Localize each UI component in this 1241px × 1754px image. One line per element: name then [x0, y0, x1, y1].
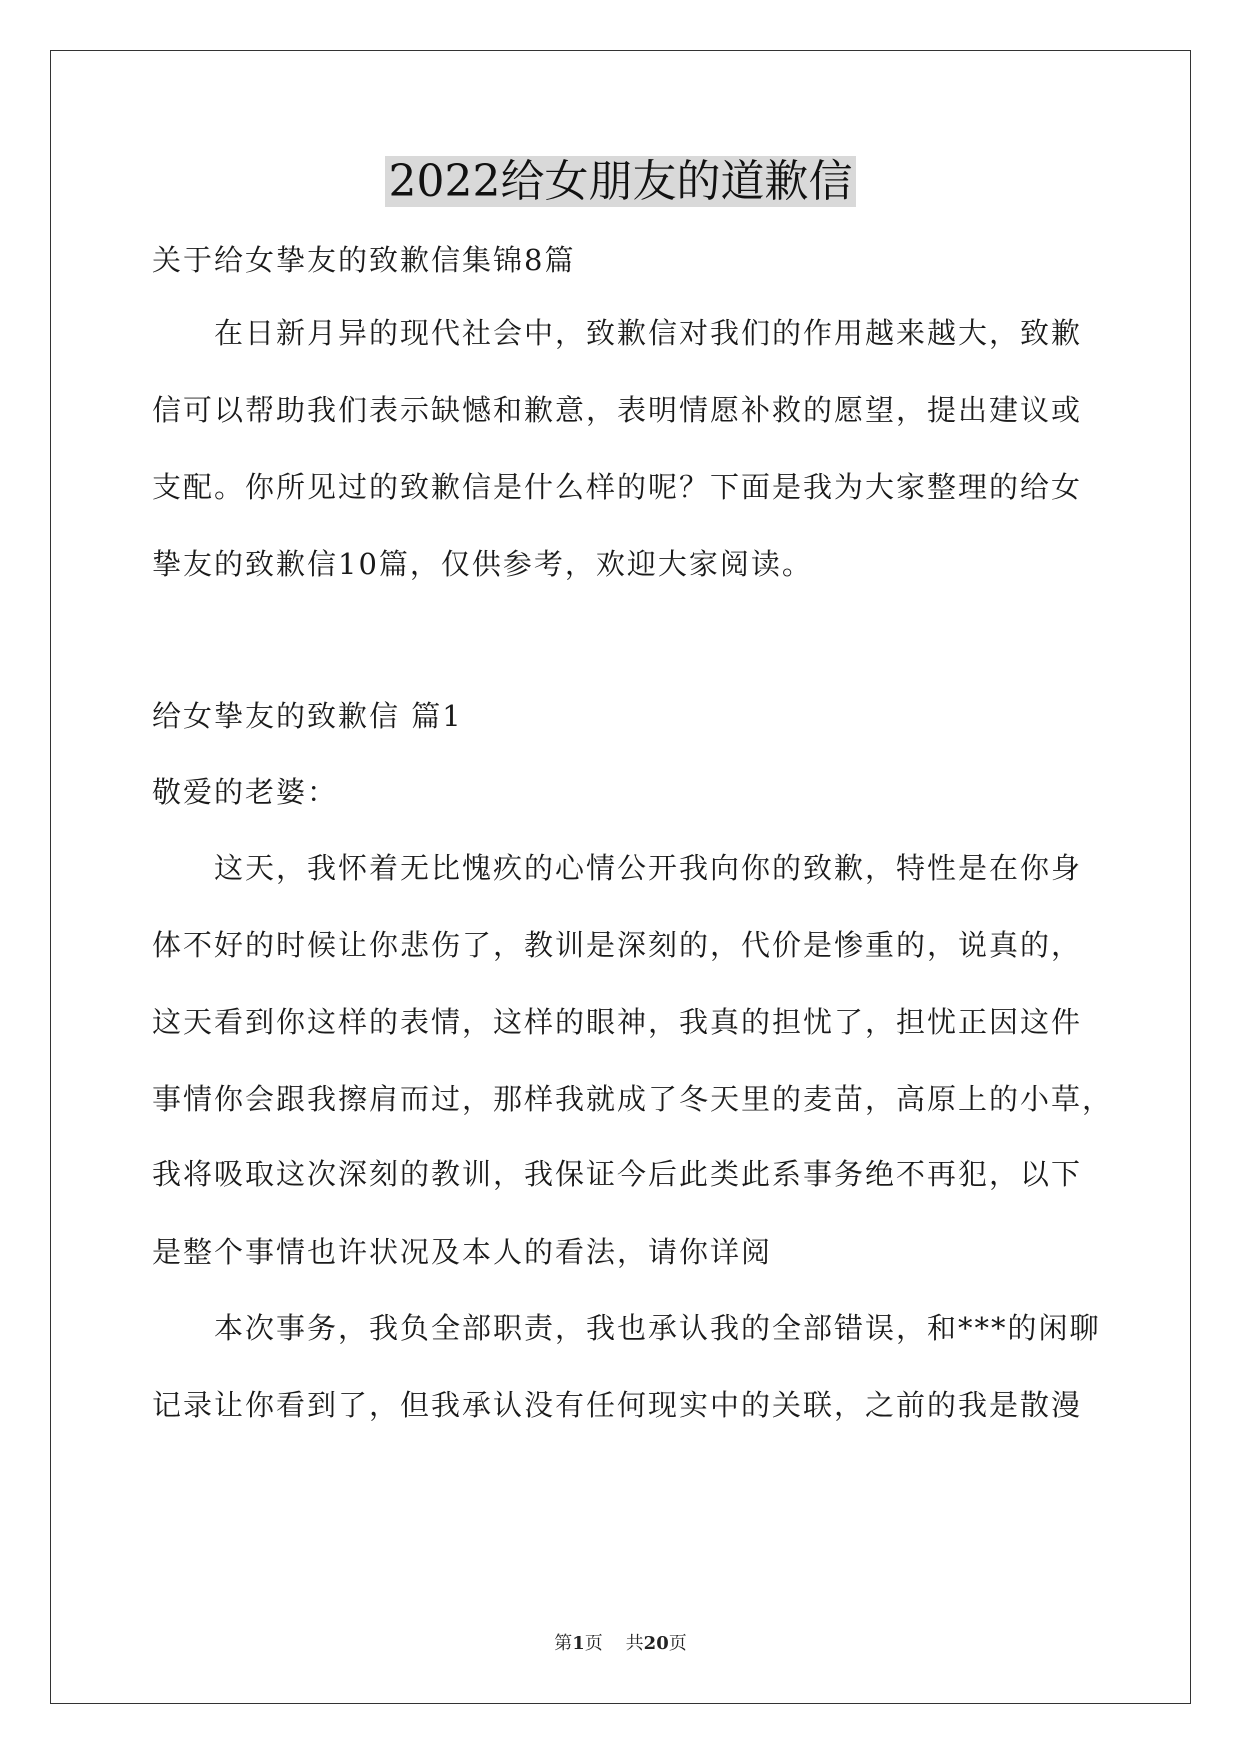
body-line: 信可以帮助我们表示缺憾和歉意，表明情愿补救的愿望，提出建议或: [152, 393, 1083, 427]
body-line: 是整个事情也许状况及本人的看法，请你详阅: [152, 1235, 773, 1269]
body-line: 这天看到你这样的表情，这样的眼神，我真的担忧了，担忧正因这件: [152, 1005, 1083, 1039]
body-line: 支配。你所见过的致歉信是什么样的呢？下面是我为大家整理的给女: [152, 470, 1083, 504]
footer-page-prefix: 第: [554, 1633, 573, 1654]
body-line: 事情你会跟我擦肩而过，那样我就成了冬天里的麦苗，高原上的小草，: [152, 1082, 1114, 1116]
document-title: [0, 152, 1241, 212]
body-line: 体不好的时候让你悲伤了，教训是深刻的，代价是惨重的，说真的，: [152, 928, 1083, 962]
body-line: 我将吸取这次深刻的教训，我保证今后此类此系事务绝不再犯，以下: [152, 1157, 1083, 1191]
subtitle-line: 关于给女挚友的致歉信集锦8篇: [152, 243, 576, 277]
salutation-line: 敬爱的老婆：: [152, 775, 339, 809]
footer-total-pages: 20: [643, 1633, 669, 1654]
document-title-text: 2022给女朋友的道歉信: [385, 156, 857, 207]
body-line: 在日新月异的现代社会中，致歉信对我们的作用越来越大，致歉: [152, 316, 1083, 350]
body-line: 记录让你看到了，但我承认没有任何现实中的关联，之前的我是散漫: [152, 1388, 1083, 1422]
body-line: 这天，我怀着无比愧疚的心情公开我向你的致歉，特性是在你身: [152, 851, 1083, 885]
footer-total-suffix: 页: [668, 1633, 687, 1654]
body-line: 本次事务，我负全部职责，我也承认我的全部错误，和***的闲聊: [152, 1311, 1101, 1345]
footer-page-number: 1: [572, 1633, 585, 1654]
footer-page-suffix: 页: [584, 1633, 603, 1654]
section-heading: 给女挚友的致歉信 篇1: [152, 699, 463, 733]
page-footer: [0, 1632, 1241, 1656]
footer-total-prefix: 共: [625, 1633, 644, 1654]
body-line: 挚友的致歉信10篇，仅供参考，欢迎大家阅读。: [152, 547, 813, 581]
